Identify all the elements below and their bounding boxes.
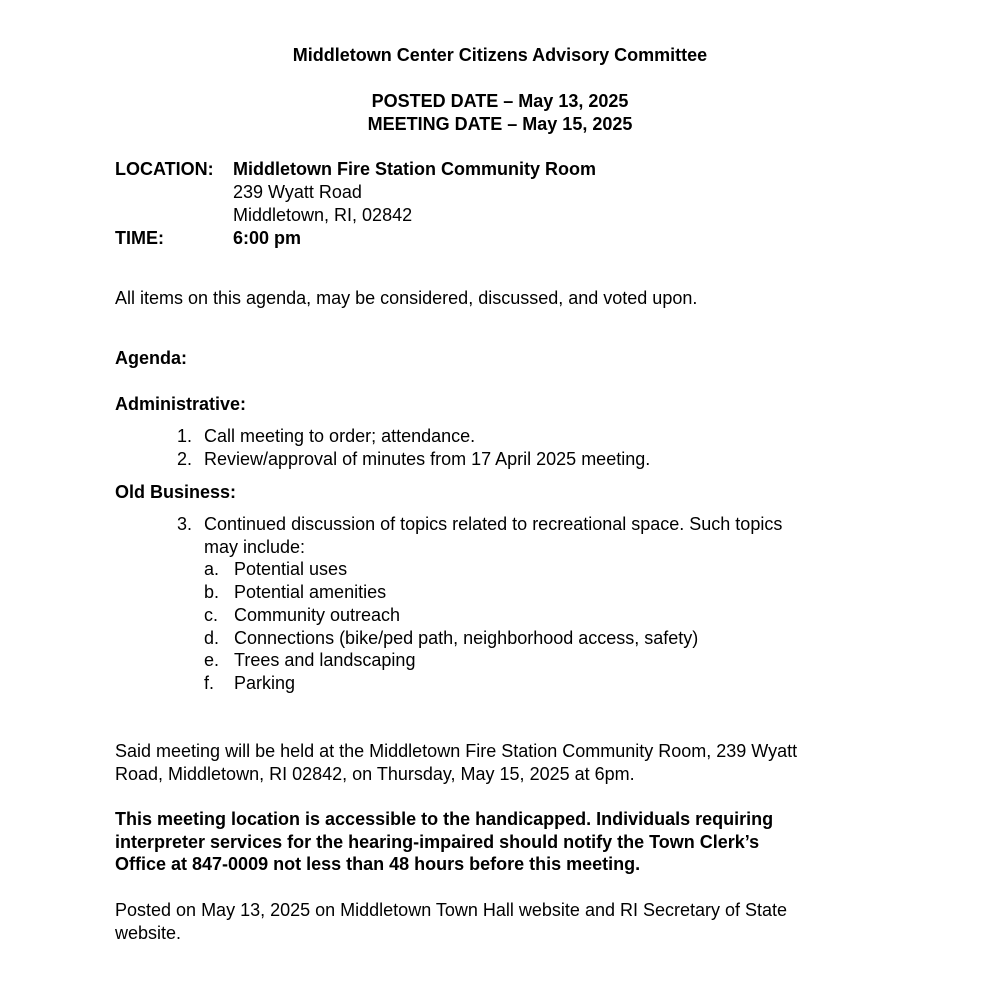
location-street: 239 Wyatt Road <box>233 182 362 202</box>
list-item-number: 3. <box>176 514 192 534</box>
subitem-letter: f. <box>204 673 215 693</box>
accessibility-notice-line3: Office at 847-0009 not less than 48 hours before this meeting. <box>115 854 641 874</box>
administrative-heading: Administrative: <box>115 394 247 414</box>
subitem-letter: a. <box>204 559 220 579</box>
posted-date: POSTED DATE – May 13, 2025 <box>371 91 629 111</box>
meeting-date: MEETING DATE – May 15, 2025 <box>367 114 633 134</box>
subitem: Potential uses <box>234 559 348 579</box>
subitem-letter: d. <box>204 628 220 648</box>
list-item-number: 2. <box>176 449 192 469</box>
list-item: Call meeting to order; attendance. <box>204 426 476 446</box>
old-business-heading: Old Business: <box>115 482 237 502</box>
subitem-letter: e. <box>204 650 220 670</box>
list-item-number: 1. <box>176 426 192 446</box>
committee-title: Middletown Center Citizens Advisory Committee <box>292 45 708 65</box>
subitem: Connections (bike/ped path, neighborhood access, safety) <box>234 628 699 648</box>
location-city: Middletown, RI, 02842 <box>233 205 413 225</box>
subitem-letter: b. <box>204 582 220 602</box>
list-item: Review/approval of minutes from 17 April 2025 meeting. <box>204 449 651 469</box>
list-item-continuation: may include: <box>204 537 306 557</box>
accessibility-notice-line1: This meeting location is accessible to the handicapped. Individuals requiring <box>115 809 774 829</box>
subitem: Community outreach <box>234 605 401 625</box>
subitem: Trees and landscaping <box>234 650 416 670</box>
subitem-letter: c. <box>204 605 219 625</box>
location-label: LOCATION: <box>115 159 214 179</box>
accessibility-notice-line2: interpreter services for the hearing-impaired should notify the Town Clerk’s <box>115 832 760 852</box>
subitem: Potential amenities <box>234 582 387 602</box>
posted-notice-line2: website. <box>115 923 182 943</box>
agenda-intro: All items on this agenda, may be considered, discussed, and voted upon. <box>115 288 698 308</box>
list-item: Continued discussion of topics related to recreational space. Such topics <box>204 514 783 534</box>
posted-notice-line1: Posted on May 13, 2025 on Middletown Town Hall website and RI Secretary of State <box>115 900 788 920</box>
time-label: TIME: <box>115 228 164 248</box>
subitem: Parking <box>234 673 296 693</box>
meeting-details-line1: Said meeting will be held at the Middletown Fire Station Community Room, 239 Wyatt <box>115 741 798 761</box>
time-value: 6:00 pm <box>233 228 302 248</box>
location-name: Middletown Fire Station Community Room <box>233 159 596 179</box>
meeting-details-line2: Road, Middletown, RI 02842, on Thursday, May 15, 2025 at 6pm. <box>115 764 635 784</box>
agenda-heading: Agenda: <box>115 348 187 368</box>
